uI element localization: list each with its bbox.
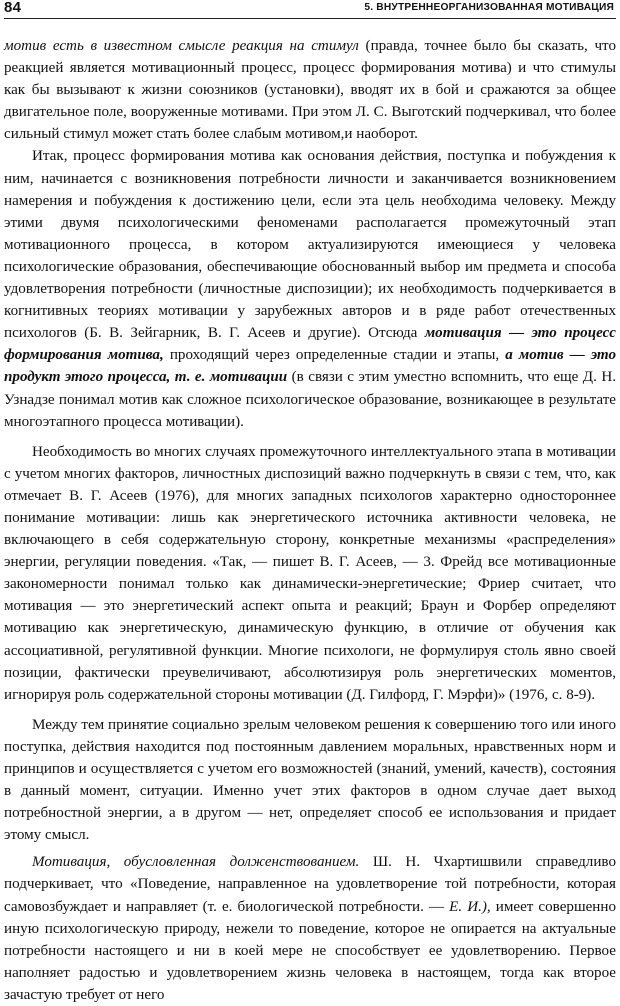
paragraph-5 bbox=[4, 851, 616, 1006]
text-italic: Е. И.), bbox=[449, 898, 491, 915]
text-italic: мотив есть в известном смысле реакция на стимул bbox=[4, 38, 359, 54]
text-run: Ш. Н. Чхартишвили справедливо подчеркивает, что «Поведение, направленное на удовлетворение той потребности, которая самовозбуждает и направляет (т. е. биологической потребности. — bbox=[4, 854, 616, 915]
text-run: Итак, процесс формирования мотива как основания действия, поступка и побуждения к ним, начинается с возникновения потребности личности и заканчивается возникновением намерения и побуждения к достижению цели, если эта цель необходима человеку. Между этими двумя психологическими феноменами располагается промежуточный этап мотивационного процесса, в котором актуализируются имеющиеся у человека психологические образования, обеспечивающие обоснованный выбор им предмета и способа удовлетворения потребности (личностные диспозиции); их необходимость подчеркивается в когнитивных теориях мотивации у зарубежных авторов и в ряде работ отечественных психологов (Б. В. Зейгарник, В. Г. Асеев и другие). Отсюда bbox=[4, 148, 616, 342]
text-run: проходящий через определенные стадии и этапы, bbox=[163, 347, 506, 364]
page-number: 84 bbox=[4, 0, 22, 16]
paragraph-2 bbox=[4, 145, 616, 432]
page-header bbox=[4, 0, 616, 19]
paragraph-3 bbox=[4, 441, 616, 706]
text-run: (правда, точнее было бы сказать, что реакцией является мотивационный процесс, процесс формирования мотива) и что стимулы как бы вызывают к жизни союзников (установки), вводят их в бой и сражаются за общее двигательное поле, вооруженные мотивами. При этом Л. С. Выготский подчеркивал, что более сильный стимул может стать более слабым мотивом,и наоборот. bbox=[4, 38, 617, 143]
running-title: 5. ВНУТРЕННЕОРГАНИЗОВАННАЯ МОТИВАЦИЯ bbox=[364, 2, 614, 13]
text-run: имеет совершенно иную психологическую природу, нежели то поведение, которое не опирается на актуальные потребности настоящего и ни в коей мере не способствует ее удовлетворению. Первое наполняет радостью и удовлетворением жизнь человека в настоящем, тогда как второе зачастую требует от него bbox=[4, 898, 616, 1003]
text-run: Необходимость во многих случаях промежуточного интеллектуального этапа в мотивации с учетом многих факторов, личностных диспозиций важно подчеркнуть в связи с тем, что, как отмечает В. Г. Асеев (1976), для многих западных психологов характерно одностороннее понимание мотивации: лишь как энергетического источника активности человека, не включающего в себя содержательную сторону, конкретные механизмы «распределения» энергии, регуляции поведения. «Так, — пишет В. Г. Асеев, — 3. Фрейд все мотивационные закономерности понимал только как динамически-энергетические; Фриер считает, что мотивация — это энергетический аспект опыта и реакций; Браун и Форбер определяют мотивацию как энергетическую, динамическую функцию, в отличие от обучения как ассоциативной, регулятивной функции. Многие психологи, не формулируя столь явно своей позиции, фактически преувеличивают, абсолютизируя роль энергетических моментов, игнорируя роль содержательной стороны мотивации (Д. Гилфорд, Г. Мэрфи)» (1976, с. 8-9). bbox=[4, 443, 616, 703]
text-run: (в связи с этим уместно вспомнить, что еще Д. Н. Узнадзе понимал мотив как сложное психологическое образование, возникающее в результате многоэтапного процесса мотивации). bbox=[4, 369, 616, 430]
paragraph-4 bbox=[4, 714, 616, 847]
text-run: Между тем принятие социально зрелым человеком решения к совершению того или иного поступка, действия находится под постоянным давлением моральных, нравственных норм и принципов и осуществляется с учетом его возможностей (знаний, умений, качеств), состояния в данный момент, ситуации. Именно учет этих факторов в одном случае дает выход потребностной энергии, а в другом — нет, определяет способ ее использования и придает этому смысл. bbox=[4, 716, 616, 844]
body-text bbox=[4, 35, 616, 1006]
text-bold-italic: мотивация — это процесс формирования мотива, bbox=[4, 325, 616, 364]
text-bold-italic: а мотив — это продукт этого процесса, т. е. мотивации bbox=[4, 347, 617, 386]
paragraph-1 bbox=[4, 35, 616, 145]
text-italic: Мотивация, обусловленная долженствованием. bbox=[32, 854, 360, 871]
